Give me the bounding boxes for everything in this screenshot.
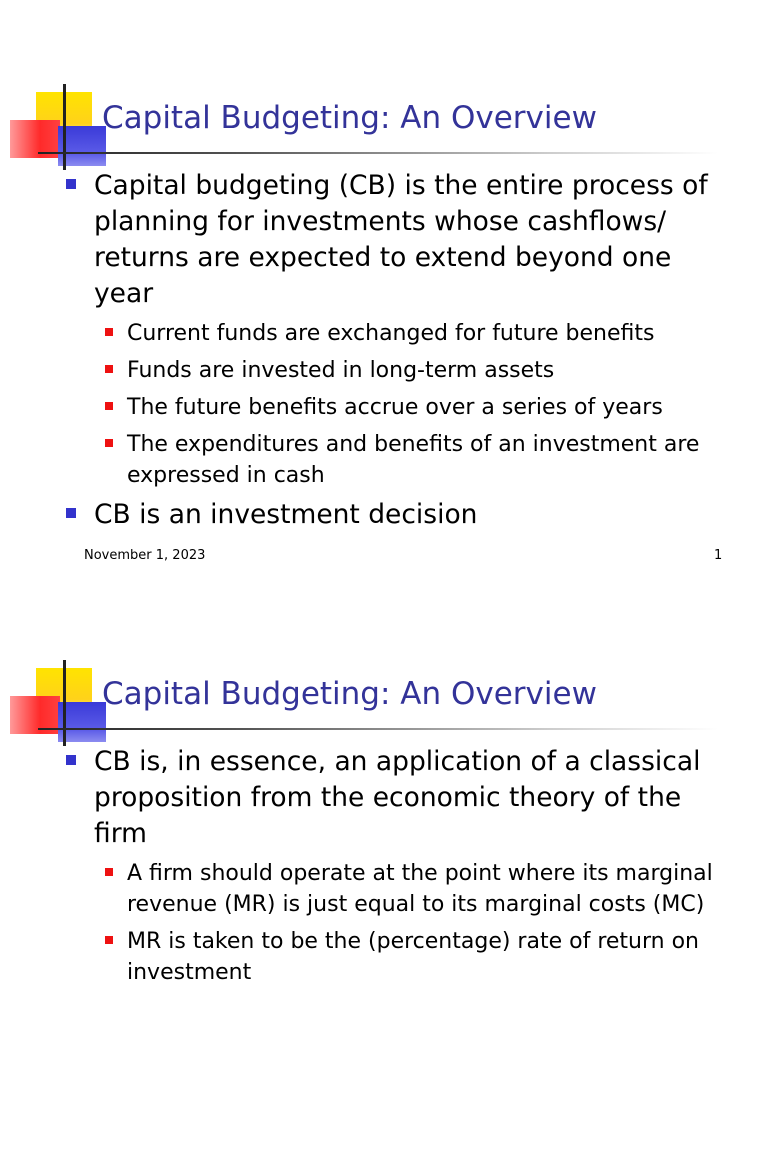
bullet-item <box>62 744 732 852</box>
bullet-text: CB is, in essence, an application of a classical proposition from the economic theory of the firm <box>94 746 701 849</box>
title-underline <box>38 728 718 730</box>
slide-2 <box>0 576 768 1152</box>
sub-bullet-item <box>62 392 732 423</box>
page-number: 1 <box>714 548 723 563</box>
bullet-text: Capital budgeting (CB) is the entire process of planning for investments whose cashflows/ returns are expected to extend beyond one year <box>94 170 708 309</box>
title-underline <box>38 152 718 154</box>
slide-title: Capital Budgeting: An Overview <box>102 676 597 712</box>
sub-bullet-item <box>62 926 732 988</box>
red-square-bullet-icon <box>105 402 113 410</box>
sub-bullet-text: A firm should operate at the point where its marginal revenue (MR) is just equal to its marginal costs (MC) <box>127 861 713 917</box>
blue-square-bullet-icon <box>66 179 76 189</box>
sub-bullet-item <box>62 858 732 920</box>
sub-bullet-text: The expenditures and benefits of an investment are expressed in cash <box>127 432 700 488</box>
sub-bullet-text: The future benefits accrue over a series of years <box>127 395 663 420</box>
slide-body <box>62 168 732 539</box>
blue-square-bullet-icon <box>66 508 76 518</box>
red-square-bullet-icon <box>105 936 113 944</box>
slide-title: Capital Budgeting: An Overview <box>102 100 597 136</box>
bullet-item <box>62 497 732 533</box>
red-square-bullet-icon <box>105 365 113 373</box>
sub-bullet-text: Current funds are exchanged for future benefits <box>127 321 655 346</box>
blue-square-bullet-icon <box>66 755 76 765</box>
logo-vertical-line <box>63 84 66 170</box>
sub-bullet-item <box>62 355 732 386</box>
slide-logo-decoration <box>0 0 110 100</box>
sub-bullet-text: MR is taken to be the (percentage) rate of return on investment <box>127 929 699 985</box>
slide-logo-decoration <box>0 576 110 676</box>
sub-bullet-item <box>62 429 732 491</box>
sub-bullet-item <box>62 318 732 349</box>
slide-body <box>62 744 732 994</box>
red-square-bullet-icon <box>105 439 113 447</box>
bullet-text: CB is an investment decision <box>94 499 478 530</box>
logo-vertical-line <box>63 660 66 746</box>
red-square-bullet-icon <box>105 328 113 336</box>
bullet-item <box>62 168 732 312</box>
footer-date: November 1, 2023 <box>84 548 206 563</box>
sub-bullet-text: Funds are invested in long-term assets <box>127 358 555 383</box>
red-square-bullet-icon <box>105 868 113 876</box>
